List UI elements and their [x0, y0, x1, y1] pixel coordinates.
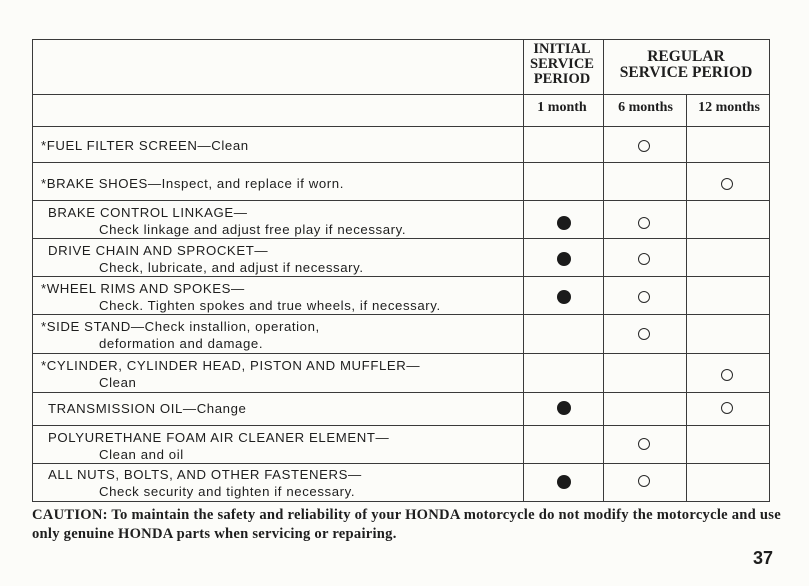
regular-mark-6-months: [638, 328, 650, 340]
col-6-months: 6 months: [618, 100, 673, 115]
regular-mark-6-months: [638, 291, 650, 303]
page-number: 37: [752, 548, 773, 568]
initial-mark: [557, 401, 571, 415]
table-row: [33, 314, 769, 354]
table-row: [33, 238, 769, 277]
col-12-months: 12 months: [698, 100, 760, 115]
maintenance-table: [32, 39, 770, 502]
col-1-month: 1 month: [537, 100, 587, 115]
table-row: [33, 162, 769, 201]
initial-mark: [557, 252, 571, 266]
item-brake-shoes: *BRAKE SHOES—Inspect, and replace if worn.: [41, 176, 344, 191]
table-row: [33, 463, 769, 502]
item-side-stand: *SIDE STAND—Check installion, operation, deformation and damage.: [41, 319, 320, 351]
initial-mark: [557, 216, 571, 230]
regular-mark-6-months: [638, 475, 650, 487]
table-row: [33, 126, 769, 163]
regular-mark-6-months: [638, 140, 650, 152]
item-cylinder: *CYLINDER, CYLINDER HEAD, PISTON AND MUFFLER— Clean: [41, 358, 421, 390]
regular-mark-12-months: [721, 178, 733, 190]
regular-mark-12-months: [721, 369, 733, 381]
regular-mark-6-months: [638, 217, 650, 229]
item-brake-linkage: BRAKE CONTROL LINKAGE— Check linkage and adjust free play if necessary.: [48, 205, 407, 237]
regular-service-header: REGULAR SERVICE PERIOD: [619, 48, 753, 81]
regular-mark-6-months: [638, 438, 650, 450]
item-wheel-rims: *WHEEL RIMS AND SPOKES— Check. Tighten spokes and true wheels, if necessary.: [41, 281, 441, 313]
table-row: [33, 276, 769, 315]
caution-note: CAUTION: To maintain the safety and reliability of your HONDA motorcycle do not modify the motorcycle and use only genuine HONDA parts when servicing or repairing.: [32, 507, 781, 542]
table-row: [33, 353, 769, 393]
regular-mark-12-months: [721, 402, 733, 414]
initial-mark: [557, 475, 571, 489]
item-drive-chain: DRIVE CHAIN AND SPROCKET— Check, lubricate, and adjust if necessary.: [48, 243, 364, 275]
table-row: [33, 200, 769, 239]
item-fuel-filter: *FUEL FILTER SCREEN—Clean: [41, 138, 249, 153]
initial-mark: [557, 290, 571, 304]
initial-service-header: INITIAL SERVICE PERIOD: [530, 41, 594, 87]
table-row: [33, 392, 769, 426]
item-fasteners: ALL NUTS, BOLTS, AND OTHER FASTENERS— Check security and tighten if necessary.: [48, 467, 362, 499]
table-row: [33, 425, 769, 464]
table-header: [33, 40, 769, 94]
regular-mark-6-months: [638, 253, 650, 265]
item-transmission-oil: TRANSMISSION OIL—Change: [48, 401, 247, 416]
item-air-cleaner: POLYURETHANE FOAM AIR CLEANER ELEMENT— Clean and oil: [48, 430, 390, 462]
